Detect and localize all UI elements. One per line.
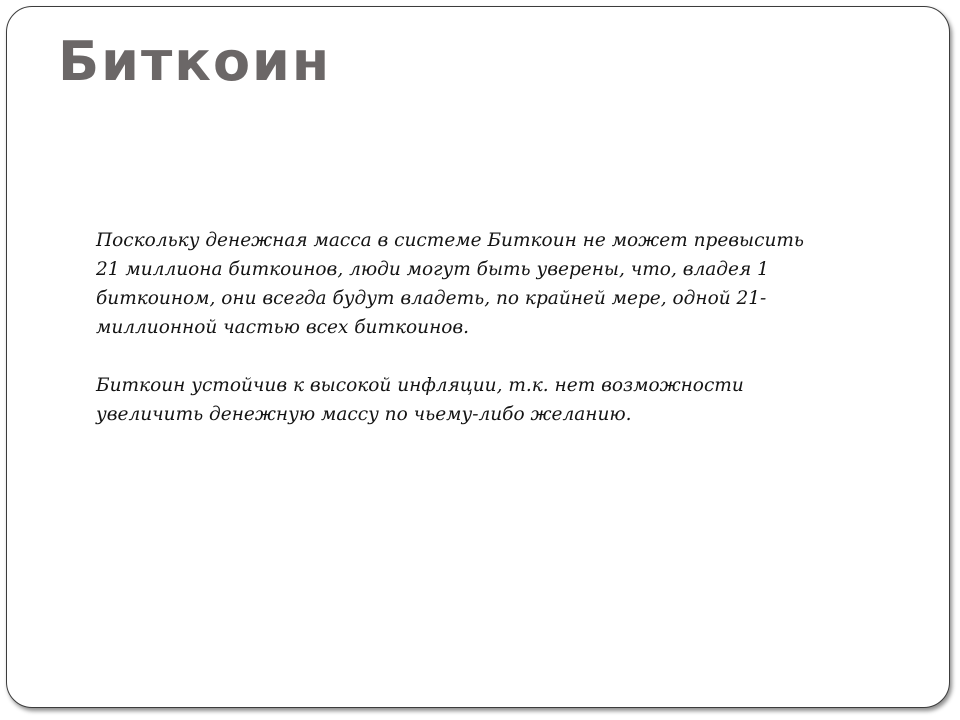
slide-body xyxy=(96,226,856,458)
text-line: 21 миллиона биткоинов, люди могут быть уверены, что, владея 1 xyxy=(96,259,769,280)
paragraph-money-supply xyxy=(96,226,856,342)
paragraph-inflation xyxy=(96,371,856,429)
text-line: биткоином, они всегда будут владеть, по крайней мере, одной 21- xyxy=(96,288,767,309)
text-line: Поскольку денежная масса в системе Биткоин не может превысить xyxy=(96,230,804,251)
slide-title: Биткоин xyxy=(58,30,332,93)
text-line: Биткоин устойчив к высокой инфляции, т.к. нет возможности xyxy=(96,375,744,396)
text-line: увеличить денежную массу по чьему-либо желанию. xyxy=(96,404,632,425)
text-line: миллионной частью всех биткоинов. xyxy=(96,317,470,338)
